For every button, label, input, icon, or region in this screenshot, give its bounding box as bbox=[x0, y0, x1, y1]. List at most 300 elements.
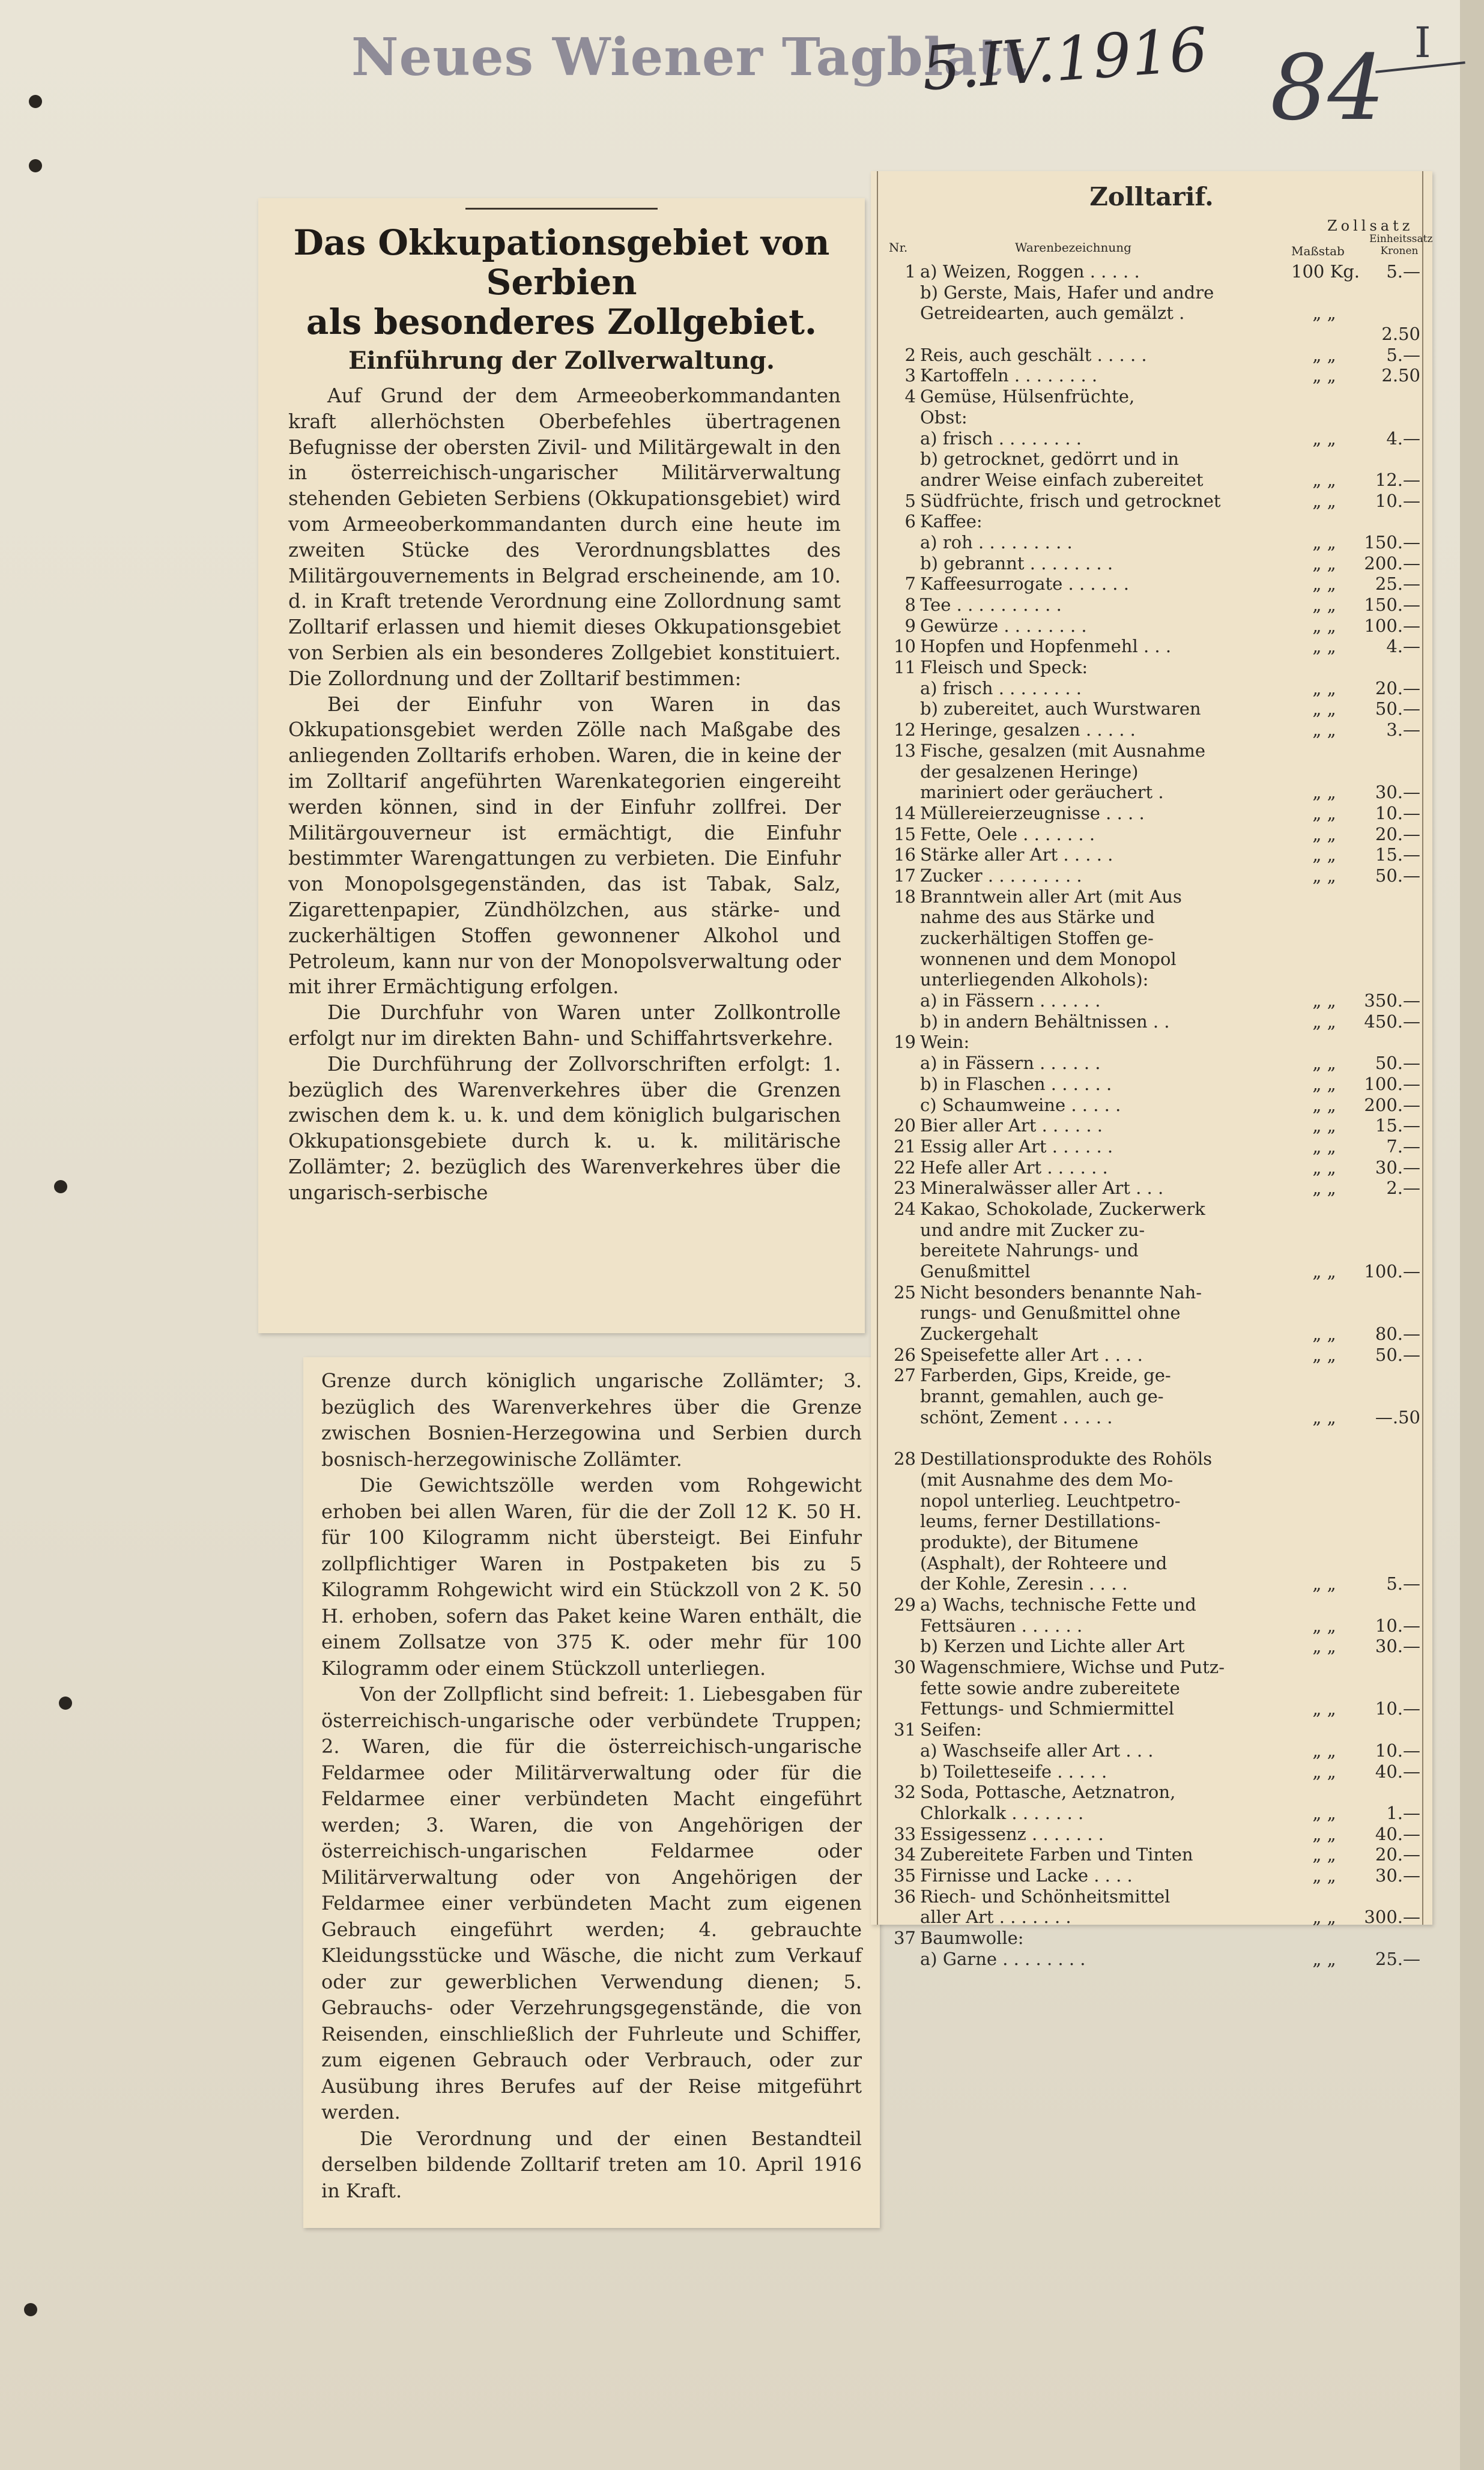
tariff-row-number: 2 bbox=[904, 344, 916, 365]
tariff-row-unit: „ „ bbox=[1312, 595, 1336, 615]
tariff-row-rate: 10.— bbox=[1375, 490, 1420, 511]
tariff-row-description: c) Schaumweine . . . . . bbox=[920, 1094, 1121, 1115]
tariff-row-description: Soda, Pottasche, Aetznatron, bbox=[920, 1782, 1176, 1803]
article-paragraph: Die Verordnung und der einen Bestandteil derselben bildende Zolltarif treten am 10. April 1916 in Kraft. bbox=[321, 2126, 862, 2202]
tariff-row-description: Hefe aller Art . . . . . . bbox=[920, 1157, 1108, 1178]
tariff-row bbox=[871, 1136, 1432, 1157]
tariff-row-unit: „ „ bbox=[1312, 1136, 1336, 1157]
tariff-row-rate: 40.— bbox=[1375, 1761, 1420, 1782]
tariff-row bbox=[871, 470, 1432, 491]
tariff-row bbox=[871, 491, 1432, 512]
tariff-row bbox=[871, 1470, 1432, 1491]
tariff-row bbox=[871, 1532, 1432, 1553]
tariff-row bbox=[871, 1157, 1432, 1178]
tariff-row-unit: „ „ bbox=[1312, 574, 1336, 595]
tariff-row bbox=[871, 1011, 1432, 1032]
tariff-row-rate: 2.50 bbox=[1381, 365, 1420, 386]
tariff-row bbox=[871, 1115, 1432, 1136]
tariff-row bbox=[871, 844, 1432, 865]
tariff-row bbox=[871, 1594, 1432, 1615]
tariff-row-unit: „ „ bbox=[1312, 303, 1336, 324]
tariff-row-description: b) Gerste, Mais, Hafer und andre bbox=[920, 282, 1214, 303]
tariff-row-number: 7 bbox=[904, 574, 916, 595]
tariff-row-description: Speisefette aller Art . . . . bbox=[920, 1344, 1143, 1365]
tariff-row-description: b) in andern Behältnissen . . bbox=[920, 1011, 1170, 1032]
tariff-row bbox=[871, 1782, 1432, 1803]
tariff-row-unit: „ „ bbox=[1312, 1573, 1336, 1594]
tariff-row-number: 30 bbox=[894, 1657, 916, 1678]
tariff-row bbox=[871, 1657, 1432, 1678]
tariff-row bbox=[871, 365, 1432, 386]
tariff-row bbox=[871, 1220, 1432, 1241]
tariff-row-description: b) gebrannt . . . . . . . . bbox=[920, 552, 1113, 574]
article-headline bbox=[270, 223, 853, 342]
binding-hole bbox=[59, 1697, 72, 1710]
tariff-row-description: Südfrüchte, frisch und getrocknet bbox=[920, 490, 1221, 511]
tariff-row-rate: 10.— bbox=[1375, 1615, 1420, 1636]
tariff-row-description: a) Weizen, Roggen . . . . . bbox=[920, 261, 1140, 282]
tariff-row-number: 8 bbox=[904, 595, 916, 615]
tariff-row-rate: 20.— bbox=[1375, 823, 1420, 844]
tariff-row-rate: 5.— bbox=[1386, 1573, 1420, 1594]
tariff-row-number: 15 bbox=[894, 823, 916, 844]
tariff-row-rate: 450.— bbox=[1364, 1011, 1420, 1032]
tariff-row-description: Fettungs- und Schmiermittel bbox=[920, 1698, 1175, 1719]
tariff-row-number: 25 bbox=[894, 1282, 916, 1303]
tariff-row-rate: 300.— bbox=[1364, 1907, 1420, 1928]
tariff-row bbox=[871, 907, 1432, 928]
tariff-row-description: a) Garne . . . . . . . . bbox=[920, 1948, 1086, 1969]
tariff-row-description: Kakao, Schokolade, Zuckerwerk bbox=[920, 1198, 1205, 1219]
tariff-row bbox=[871, 803, 1432, 824]
tariff-row-number: 14 bbox=[894, 802, 916, 823]
tariff-row bbox=[871, 1448, 1432, 1470]
tariff-row bbox=[871, 1386, 1432, 1407]
tariff-row bbox=[871, 1053, 1432, 1074]
tariff-row-rate: 10.— bbox=[1375, 802, 1420, 823]
tariff-row-unit: „ „ bbox=[1312, 677, 1336, 698]
tariff-row-rate: 50.— bbox=[1375, 698, 1420, 719]
tariff-row-unit: „ „ bbox=[1312, 1740, 1336, 1761]
tariff-row-description: b) zubereitet, auch Wurstwaren bbox=[920, 698, 1201, 719]
tariff-row-description: Fette, Oele . . . . . . . bbox=[920, 823, 1095, 844]
handwritten-roman-numeral: I bbox=[1414, 18, 1431, 67]
tariff-row bbox=[871, 553, 1432, 574]
tariff-row bbox=[871, 886, 1432, 907]
tariff-row-unit: „ „ bbox=[1312, 365, 1336, 386]
tariff-row-rate: 3.— bbox=[1386, 719, 1420, 740]
article-paragraph: Bei der Einfuhr von Waren in das Okkupationsgebiet werden Zölle nach Maßgabe des anliegenden Zolltarifs erhoben. Waren, die in keine der im Zolltarif angeführten Warenkategorien eingereiht werden können, sind in der Einfuhr zollfrei. Der Militärgouverneur ist ermächtigt, die Einfuhr bestimmter Warengattungen zu verbieten. Die Einfuhr von Monopolsgegenständen, das ist Tabak, Salz, Zigarettenpapier, Zündhölzchen, aus stärke- und zuckerhältigen Stoffen gewonnener Alkohol und Petroleum, kann nur von der Monopolsverwaltung oder mit ihrer Ermächtigung erfolgen. bbox=[288, 692, 841, 999]
tariff-row-description: Farberden, Gips, Kreide, ge- bbox=[920, 1365, 1171, 1386]
tariff-row bbox=[871, 1886, 1432, 1907]
tariff-row-description: Reis, auch geschält . . . . . bbox=[920, 344, 1147, 365]
tariff-row-description: andrer Weise einfach zubereitet bbox=[920, 469, 1204, 490]
tariff-row bbox=[871, 261, 1432, 282]
article-clipping-bottom bbox=[303, 1357, 880, 2228]
tariff-row-number: 28 bbox=[894, 1448, 916, 1470]
tariff-row bbox=[871, 1345, 1432, 1366]
handwritten-date: 5.IV.1916 bbox=[919, 14, 1210, 104]
article-clipping-top bbox=[258, 198, 865, 1333]
tariff-row-rate: 50.— bbox=[1375, 1344, 1420, 1365]
tariff-row-number: 10 bbox=[894, 636, 916, 657]
tariff-row-number: 33 bbox=[894, 1823, 916, 1844]
tariff-row bbox=[871, 1491, 1432, 1512]
tariff-row bbox=[871, 324, 1432, 345]
headline-rule bbox=[465, 208, 658, 210]
tariff-row-unit: „ „ bbox=[1312, 990, 1336, 1011]
tariff-row-unit: „ „ bbox=[1312, 1115, 1336, 1136]
tariff-row-description: Stärke aller Art . . . . . bbox=[920, 844, 1113, 865]
tariff-row-number: 16 bbox=[894, 844, 916, 865]
binding-hole bbox=[24, 2303, 37, 2316]
tariff-row-rate: 10.— bbox=[1375, 1740, 1420, 1761]
tariff-row bbox=[871, 1636, 1432, 1657]
tariff-row-description: (mit Ausnahme des dem Mo- bbox=[920, 1469, 1174, 1490]
tariff-row bbox=[871, 1324, 1432, 1345]
tariff-row-description: a) Waschseife aller Art . . . bbox=[920, 1740, 1154, 1761]
tariff-row-description: Essig aller Art . . . . . . bbox=[920, 1136, 1113, 1157]
tariff-row-number: 6 bbox=[904, 511, 916, 532]
tariff-row-number: 4 bbox=[904, 386, 916, 407]
tariff-row-description: Kaffee: bbox=[920, 511, 983, 532]
tariff-row-unit: „ „ bbox=[1312, 1948, 1336, 1969]
tariff-row bbox=[871, 532, 1432, 553]
tariff-row-description: Branntwein aller Art (mit Aus bbox=[920, 886, 1182, 907]
tariff-row-rate: 4.— bbox=[1386, 428, 1420, 449]
tariff-row-description: mariniert oder geräuchert . bbox=[920, 782, 1164, 803]
tariff-row-unit: „ „ bbox=[1312, 1698, 1336, 1719]
tariff-row-rate: 20.— bbox=[1375, 677, 1420, 698]
tariff-row-description: Gemüse, Hülsenfrüchte, bbox=[920, 386, 1135, 407]
headline-line-1: Das Okkupationsgebiet von Serbien bbox=[293, 222, 830, 303]
tariff-row bbox=[871, 1761, 1432, 1782]
tariff-row bbox=[871, 1844, 1432, 1865]
tariff-clipping bbox=[871, 171, 1433, 1969]
tariff-row-description: Nicht besonders benannte Nah- bbox=[920, 1282, 1202, 1303]
tariff-row-description: Zuckergehalt bbox=[920, 1324, 1038, 1345]
tariff-row bbox=[871, 990, 1432, 1011]
tariff-row-description: a) frisch . . . . . . . . bbox=[920, 677, 1082, 698]
header-nr: Nr. bbox=[889, 240, 908, 255]
tariff-row-description: Bier aller Art . . . . . . bbox=[920, 1115, 1103, 1136]
tariff-row-rate: 50.— bbox=[1375, 865, 1420, 886]
tariff-row-unit: „ „ bbox=[1312, 490, 1336, 511]
tariff-row-number: 36 bbox=[894, 1886, 916, 1907]
tariff-row-rate: 40.— bbox=[1375, 1823, 1420, 1844]
tariff-row-rate: 5.— bbox=[1386, 261, 1420, 282]
tariff-row-description: Fettsäuren . . . . . . bbox=[920, 1615, 1083, 1636]
tariff-row-unit: „ „ bbox=[1312, 1261, 1336, 1282]
tariff-row-unit: „ „ bbox=[1312, 1802, 1336, 1823]
tariff-row-unit: 100 Kg. bbox=[1291, 261, 1360, 282]
tariff-row-rate: 30.— bbox=[1375, 1636, 1420, 1657]
header-einheitssatz: Einheitssatz Kronen bbox=[1369, 233, 1433, 257]
tariff-row-unit: „ „ bbox=[1312, 428, 1336, 449]
article-paragraph: Die Gewichtszölle werden vom Rohgewicht erhoben bei allen Waren, für die der Zoll 12 K. 50 H. für 100 Kilogramm nicht übersteigt. Bei Einfuhr zollpflichtiger Waren in Postpaketen bis zu 5 Kilogramm Rohgewicht wird ein Stückzoll von 2 K. 50 H. erhoben, sofern das Paket keine Waren enthält, die einem Zollsatze von 375 K. oder mehr für 100 Kilogramm oder einem Stückzoll unterliegen. bbox=[321, 1474, 862, 1680]
tariff-row-unit: „ „ bbox=[1312, 1823, 1336, 1844]
tariff-row-description: produkte), der Bitumene bbox=[920, 1531, 1139, 1552]
tariff-row bbox=[871, 824, 1432, 845]
tariff-row bbox=[871, 345, 1432, 366]
tariff-row-number: 21 bbox=[894, 1136, 916, 1157]
tariff-row bbox=[871, 386, 1432, 407]
article-paragraph: Grenze durch königlich ungarische Zollämter; 3. bezüglich des Warenverkehres über die Grenze zwischen Bosnien-Herzegowina und Serbien durch bosnisch-herzegowinische Zollämter. bbox=[321, 1369, 862, 1471]
tariff-row-number: 27 bbox=[894, 1365, 916, 1386]
tariff-row bbox=[871, 449, 1432, 470]
tariff-row-rate: 30.— bbox=[1375, 782, 1420, 803]
tariff-row bbox=[871, 740, 1432, 761]
tariff-row-rate: 20.— bbox=[1375, 1844, 1420, 1865]
tariff-row-description: der gesalzenen Heringe) bbox=[920, 761, 1139, 782]
tariff-row-rate: 12.— bbox=[1375, 469, 1420, 490]
tariff-row-unit: „ „ bbox=[1312, 865, 1336, 886]
tariff-row-description: leums, ferner Destillations- bbox=[920, 1511, 1161, 1532]
tariff-row-description: nahme des aus Stärke und bbox=[920, 907, 1155, 928]
tariff-row-description: Gewürze . . . . . . . . bbox=[920, 615, 1087, 636]
tariff-row-unit: „ „ bbox=[1312, 1907, 1336, 1928]
tariff-row bbox=[871, 1511, 1432, 1532]
tariff-row bbox=[871, 1803, 1432, 1824]
tariff-row bbox=[871, 678, 1432, 699]
tariff-row bbox=[871, 407, 1432, 428]
tariff-row-rate: 25.— bbox=[1375, 1948, 1420, 1969]
tariff-row-unit: „ „ bbox=[1312, 1011, 1336, 1032]
tariff-row-rate: 5.— bbox=[1386, 344, 1420, 365]
tariff-row bbox=[871, 719, 1432, 740]
tariff-row-number: 18 bbox=[894, 886, 916, 907]
tariff-row-description: fette sowie andre zubereitete bbox=[920, 1677, 1180, 1698]
tariff-row-description: Wein: bbox=[920, 1032, 970, 1053]
tariff-row-unit: „ „ bbox=[1312, 1073, 1336, 1094]
tariff-row-rate: 150.— bbox=[1364, 531, 1420, 552]
tariff-row-unit: „ „ bbox=[1312, 1094, 1336, 1115]
article-paragraph: Die Durchführung der Zollvorschriften erfolgt: 1. bezüglich des Warenverkehres über die Grenzen zwischen dem k. u. k. und dem königlich bulgarischen Okkupationsgebiete durch k. u. k. militärische Zollämter; 2. bezüglich des Warenverkehres über die ungarisch-serbische bbox=[288, 1052, 841, 1204]
tariff-row-unit: „ „ bbox=[1312, 823, 1336, 844]
tariff-row bbox=[871, 1698, 1432, 1719]
tariff-row-description: Genußmittel bbox=[920, 1261, 1031, 1282]
tariff-row-unit: „ „ bbox=[1312, 1344, 1336, 1365]
tariff-row-unit: „ „ bbox=[1312, 344, 1336, 365]
tariff-row-unit: „ „ bbox=[1312, 1406, 1336, 1427]
tariff-row-description: Heringe, gesalzen . . . . . bbox=[920, 719, 1136, 740]
tariff-row-description: Essigessenz . . . . . . . bbox=[920, 1823, 1104, 1844]
tariff-row-rate: 200.— bbox=[1364, 1094, 1420, 1115]
binding-hole bbox=[54, 1180, 67, 1193]
tariff-row bbox=[871, 636, 1432, 657]
tariff-row-unit: „ „ bbox=[1312, 782, 1336, 803]
tariff-row-unit: „ „ bbox=[1312, 636, 1336, 657]
tariff-row-description: rungs- und Genußmittel ohne bbox=[920, 1303, 1181, 1324]
tariff-row bbox=[871, 1095, 1432, 1116]
tariff-row-description: a) Wachs, technische Fette und bbox=[920, 1594, 1196, 1615]
tariff-table bbox=[871, 261, 1432, 1969]
tariff-row-description: Kartoffeln . . . . . . . . bbox=[920, 365, 1098, 386]
tariff-row bbox=[871, 1949, 1432, 1970]
tariff-row bbox=[871, 303, 1432, 324]
tariff-row bbox=[871, 1615, 1432, 1636]
article-subhead: Einführung der Zollverwaltung. bbox=[348, 347, 775, 375]
tariff-row-description: Baumwolle: bbox=[920, 1928, 1024, 1948]
tariff-row bbox=[871, 616, 1432, 637]
tariff-row bbox=[871, 1074, 1432, 1095]
tariff-row-description: zuckerhältigen Stoffen ge- bbox=[920, 928, 1154, 948]
tariff-row-rate: 25.— bbox=[1375, 574, 1420, 595]
tariff-row-description: Mineralwässer aller Art . . . bbox=[920, 1178, 1164, 1199]
tariff-row-description: Seifen: bbox=[920, 1719, 982, 1740]
article-paragraph: Von der Zollpflicht sind befreit: 1. Liebesgaben für österreichisch-ungarische oder verbündete Truppen; 2. Waren, die für die österreichisch-ungarische Feldarmee oder Militärverwaltung oder für die Feldarmee einer verbündeten Macht eingeführt werden; 3. Waren, die von Angehörigen der österreichisch-ungarischen Feldarmee oder Militärverwaltung oder von Angehörigen der Feldarmee einer verbündeten Macht zum eigenen Gebrauch eingeführt werden; 4. gebrauchte Kleidungsstücke und Wäsche, die nicht zum Verkauf oder zur gewerblichen Verwendung dienen; 5. Gebrauchs- oder Verzehrungsgegenstände, die von Reisenden, einschließlich der Fuhrleute und Schiffer, zum eigenen Gebrauch oder Verbrauch, oder zur Ausübung ihres Berufes auf der Reise mitgeführt werden. bbox=[321, 1683, 862, 2123]
tariff-row-rate: 10.— bbox=[1375, 1698, 1420, 1719]
tariff-row-description: b) Kerzen und Lichte aller Art bbox=[920, 1636, 1185, 1657]
tariff-row bbox=[871, 595, 1432, 616]
tariff-row bbox=[871, 1407, 1432, 1428]
handwritten-page-number: 84 bbox=[1270, 36, 1385, 141]
tariff-row-number: 23 bbox=[894, 1178, 916, 1199]
tariff-row-rate: 4.— bbox=[1386, 636, 1420, 657]
tariff-row-description: unterliegenden Alkohols): bbox=[920, 969, 1149, 990]
tariff-row bbox=[871, 1199, 1432, 1220]
tariff-row-number: 20 bbox=[894, 1115, 916, 1136]
tariff-row-rate: 2.50 bbox=[1381, 324, 1420, 345]
tariff-row-rate: —.50 bbox=[1375, 1406, 1420, 1427]
tariff-row bbox=[871, 1865, 1432, 1886]
tariff-row-unit: „ „ bbox=[1312, 531, 1336, 552]
tariff-row-unit: „ „ bbox=[1312, 1324, 1336, 1345]
tariff-row-unit: „ „ bbox=[1312, 719, 1336, 740]
tariff-row bbox=[871, 949, 1432, 970]
tariff-row-description: Riech- und Schönheitsmittel bbox=[920, 1886, 1171, 1907]
tariff-row-rate: 50.— bbox=[1375, 1053, 1420, 1074]
tariff-row-number: 37 bbox=[894, 1928, 916, 1948]
tariff-row-description: Hopfen und Hopfenmehl . . . bbox=[920, 636, 1172, 657]
tariff-row-description: Müllereierzeugnisse . . . . bbox=[920, 802, 1145, 823]
tariff-row-rate: 100.— bbox=[1364, 615, 1420, 636]
tariff-row bbox=[871, 1178, 1432, 1199]
tariff-row-number: 35 bbox=[894, 1865, 916, 1886]
tariff-row-description: Fleisch und Speck: bbox=[920, 657, 1088, 678]
tariff-row-description: Destillationsprodukte des Rohöls bbox=[920, 1448, 1213, 1470]
tariff-row bbox=[871, 698, 1432, 719]
tariff-row-unit: „ „ bbox=[1312, 469, 1336, 490]
tariff-row-description: der Kohle, Zeresin . . . . bbox=[920, 1573, 1128, 1594]
tariff-row bbox=[871, 969, 1432, 990]
tariff-row-description: a) frisch . . . . . . . . bbox=[920, 428, 1082, 449]
tariff-row bbox=[871, 1907, 1432, 1928]
tariff-row-description: bereitete Nahrungs- und bbox=[920, 1240, 1139, 1261]
tariff-row-rate: 100.— bbox=[1364, 1073, 1420, 1094]
article-paragraph: Die Durchfuhr von Waren unter Zollkontrolle erfolgt nur im direkten Bahn- und Schiffahrtsverkehre. bbox=[288, 1001, 841, 1050]
tariff-row-rate: 1.— bbox=[1386, 1802, 1420, 1823]
tariff-row-number: 34 bbox=[894, 1844, 916, 1865]
tariff-row-description: wonnenen und dem Monopol bbox=[920, 948, 1177, 969]
tariff-row-description: a) in Fässern . . . . . . bbox=[920, 990, 1101, 1011]
tariff-row-description: Getreidearten, auch gemälzt . bbox=[920, 303, 1185, 324]
tariff-row bbox=[871, 782, 1432, 803]
header-massstab: Maßstab bbox=[1291, 244, 1345, 258]
tariff-row bbox=[871, 574, 1432, 595]
tariff-row bbox=[871, 1678, 1432, 1699]
tariff-row-description: nopol unterlieg. Leuchtpetro- bbox=[920, 1490, 1181, 1511]
tariff-row-unit: „ „ bbox=[1312, 1157, 1336, 1178]
tariff-row-rate: 30.— bbox=[1375, 1865, 1420, 1886]
tariff-row-number: 1 bbox=[904, 261, 916, 282]
tariff-row-unit: „ „ bbox=[1312, 1865, 1336, 1886]
newspaper-stamp: Neues Wiener Tagblatt bbox=[351, 27, 1027, 88]
tariff-row-number: 29 bbox=[894, 1594, 916, 1615]
tariff-row bbox=[871, 761, 1432, 782]
tariff-row-unit: „ „ bbox=[1312, 1053, 1336, 1074]
tariff-row-rate: 100.— bbox=[1364, 1261, 1420, 1282]
tariff-row-unit: „ „ bbox=[1312, 802, 1336, 823]
tariff-row bbox=[871, 1553, 1432, 1574]
tariff-row-number: 13 bbox=[894, 740, 916, 761]
tariff-row-description: Chlorkalk . . . . . . . bbox=[920, 1802, 1084, 1823]
tariff-row-unit: „ „ bbox=[1312, 1615, 1336, 1636]
tariff-row-description: Fische, gesalzen (mit Ausnahme bbox=[920, 740, 1206, 761]
tariff-row bbox=[871, 1740, 1432, 1761]
tariff-row bbox=[871, 511, 1432, 532]
tariff-row-number: 19 bbox=[894, 1032, 916, 1053]
tariff-row-number: 3 bbox=[904, 365, 916, 386]
tariff-row-description: Kaffeesurrogate . . . . . . bbox=[920, 574, 1129, 595]
tariff-row-description: b) Toiletteseife . . . . . bbox=[920, 1761, 1107, 1782]
tariff-row-unit: „ „ bbox=[1312, 1761, 1336, 1782]
tariff-title: Zolltarif. bbox=[1089, 182, 1214, 211]
binding-hole bbox=[29, 95, 42, 108]
tariff-row-description: a) roh . . . . . . . . . bbox=[920, 531, 1073, 552]
tariff-row bbox=[871, 1365, 1432, 1386]
tariff-row-description: Zubereitete Farben und Tinten bbox=[920, 1844, 1193, 1865]
tariff-row-description: und andre mit Zucker zu- bbox=[920, 1219, 1145, 1240]
sheet-edge bbox=[1460, 0, 1484, 2470]
headline-line-2: als besonderes Zollgebiet. bbox=[306, 301, 817, 342]
tariff-row-unit: „ „ bbox=[1312, 1844, 1336, 1865]
tariff-row-description: brannt, gemahlen, auch ge- bbox=[920, 1386, 1164, 1407]
tariff-row-rate: 200.— bbox=[1364, 552, 1420, 574]
tariff-row bbox=[871, 1824, 1432, 1845]
tariff-row-rate: 150.— bbox=[1364, 595, 1420, 615]
tariff-row-number: 26 bbox=[894, 1344, 916, 1365]
tariff-row-rate: 80.— bbox=[1375, 1324, 1420, 1345]
tariff-row bbox=[871, 928, 1432, 949]
tariff-row-unit: „ „ bbox=[1312, 615, 1336, 636]
tariff-row-unit: „ „ bbox=[1312, 552, 1336, 574]
tariff-row-number: 9 bbox=[904, 615, 916, 636]
tariff-row-rate: 15.— bbox=[1375, 844, 1420, 865]
tariff-row bbox=[871, 865, 1432, 886]
tariff-row-description: Zucker . . . . . . . . . bbox=[920, 865, 1082, 886]
header-zollsatz: Zollsatz bbox=[1327, 217, 1414, 234]
tariff-row-number: 31 bbox=[894, 1719, 916, 1740]
tariff-row-number: 22 bbox=[894, 1157, 916, 1178]
tariff-row-rate: 2.— bbox=[1386, 1178, 1420, 1199]
tariff-row bbox=[871, 1573, 1432, 1594]
tariff-row-rate: 15.— bbox=[1375, 1115, 1420, 1136]
tariff-row-rate: 7.— bbox=[1386, 1136, 1420, 1157]
tariff-row-description: Obst: bbox=[920, 407, 968, 428]
tariff-row-description: (Asphalt), der Rohteere und bbox=[920, 1552, 1168, 1573]
tariff-row-unit: „ „ bbox=[1312, 698, 1336, 719]
tariff-row-number: 17 bbox=[894, 865, 916, 886]
tariff-row bbox=[871, 1428, 1432, 1449]
tariff-row-description: b) in Flaschen . . . . . . bbox=[920, 1073, 1112, 1094]
tariff-row-unit: „ „ bbox=[1312, 1636, 1336, 1657]
tariff-row bbox=[871, 1928, 1432, 1949]
tariff-row bbox=[871, 1032, 1432, 1053]
tariff-row-unit: „ „ bbox=[1312, 844, 1336, 865]
tariff-row-description: Wagenschmiere, Wichse und Putz- bbox=[920, 1657, 1225, 1678]
tariff-row bbox=[871, 1240, 1432, 1261]
